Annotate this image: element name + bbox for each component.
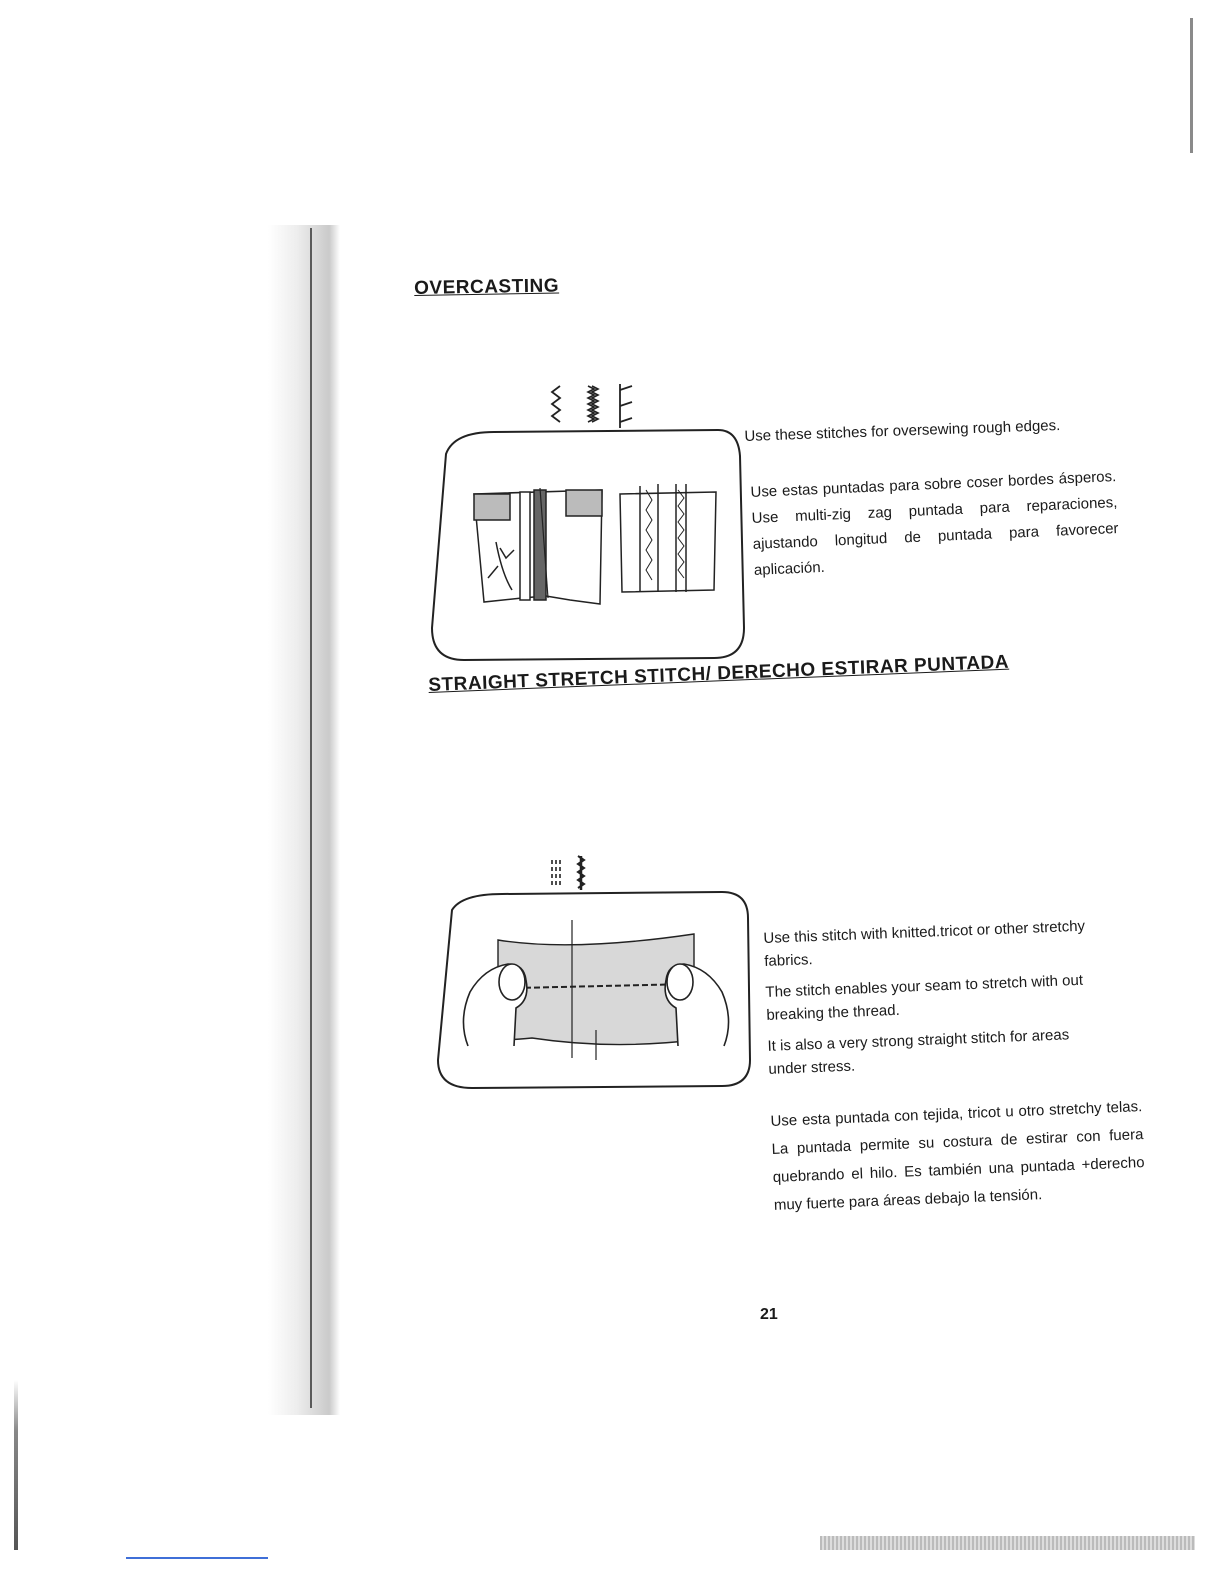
ric-rac-stitch-icon xyxy=(578,856,584,890)
overcasting-text-en: Use these stitches for oversewing rough edges. xyxy=(744,416,1061,445)
stretch-text-es: Use esta puntada con tejida, tricot u otro stretchy telas. La puntada permite su costura de estirar con fuera quebrando el hilo. Es también una puntada +derecho muy fuerte para áreas debajo la tensión. xyxy=(770,1098,1145,1214)
scan-blue-mark xyxy=(126,1557,268,1559)
fabric-with-stitch-rows xyxy=(620,484,716,592)
overcast-stitch-icons xyxy=(538,380,648,432)
multi-zigzag-stitch-icon xyxy=(588,386,598,422)
triple-straight-stitch-icon xyxy=(552,860,560,888)
overlock-stitch-icon xyxy=(620,384,632,428)
stretch-stitch-illustration xyxy=(432,890,754,1090)
scan-edge-line xyxy=(1190,18,1193,153)
stretch-stitch-icons xyxy=(548,852,598,894)
scan-shadow xyxy=(268,225,340,1415)
scan-left-edge xyxy=(14,1380,18,1550)
overcasting-text-es: Use estas puntadas para sobre coser bordes ásperos. Use multi-zig zag puntada para reparaciones, ajustando longitud de puntada para favorecer aplicación. xyxy=(750,468,1119,579)
page-number: 21 xyxy=(760,1306,778,1323)
overcasting-illustration xyxy=(424,428,748,664)
stretch-text-en-3: It is also a very strong straight stitch for areas under stress. xyxy=(767,1026,1070,1078)
stretch-text-en-1: Use this stitch with knitted.tricot or other stretchy fabrics. xyxy=(763,917,1086,970)
stretch-text-en-2: The stitch enables your seam to stretch with out breaking the thread. xyxy=(765,971,1084,1024)
section-heading-straight-stretch: STRAIGHT STRETCH STITCH/ DERECHO ESTIRAR PUNTADA xyxy=(428,651,1010,696)
scan-bottom-edge xyxy=(820,1536,1195,1550)
section-heading-overcasting: OVERCASTING xyxy=(414,275,560,299)
zigzag-stitch-icon xyxy=(552,386,560,422)
page-fold-line xyxy=(310,228,312,1408)
fabric-with-presser-foot xyxy=(474,488,602,604)
stretch-text-en xyxy=(763,914,1099,1089)
